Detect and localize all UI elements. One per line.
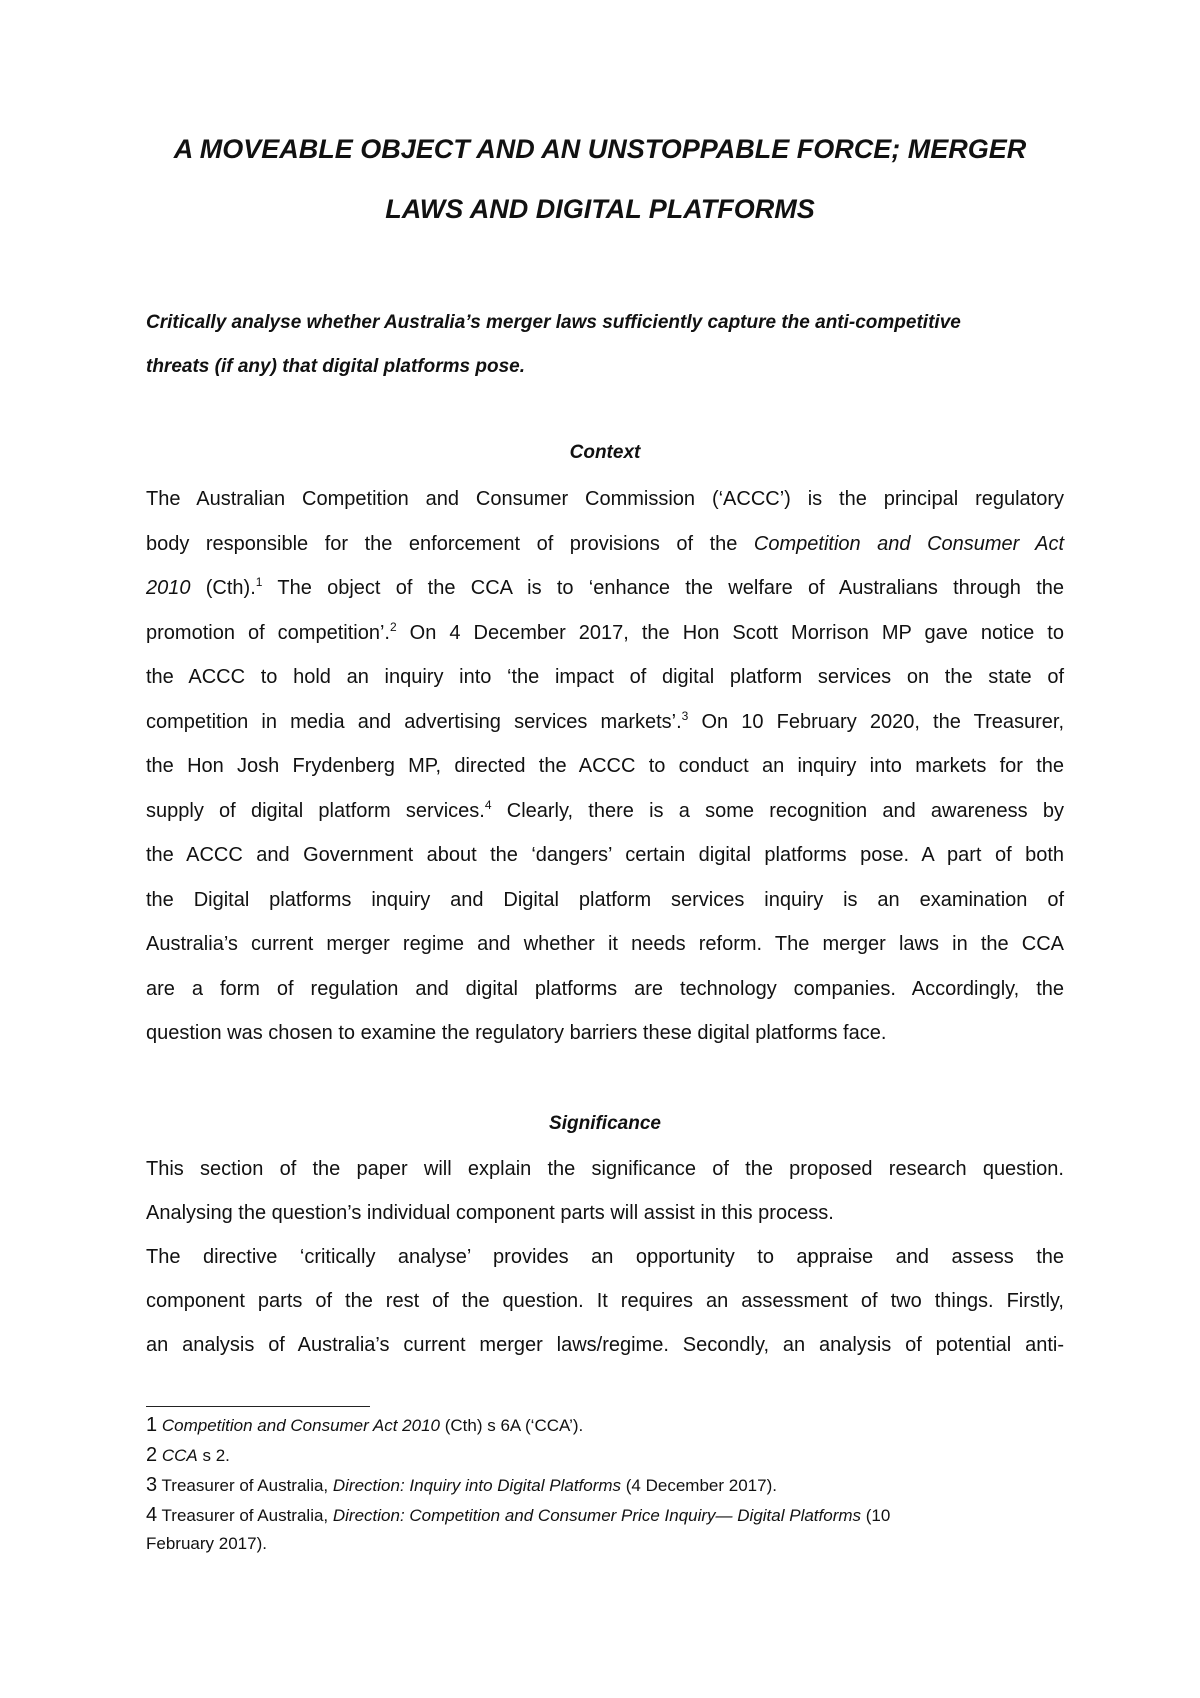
paragraph-line: supply of digital platform services.$^4$ Clearly, there is a some recognition and awareness by (146, 797, 1064, 822)
research-question (146, 312, 1064, 400)
footnote-separator (146, 1406, 370, 1407)
paragraph-line: The Australian Competition and Consumer Commission (‘ACCC’) is the principal regulatory (146, 488, 1064, 510)
act-title: Competition and Consumer Act (753, 532, 1065, 555)
footnote-number: 3 (146, 1474, 158, 1496)
footnote-4: 4 Treasurer of Australia, Direction: Competition and Consumer Price Inquiry— Digital Platforms (10 (146, 1504, 891, 1526)
paragraph-line: are a form of regulation and digital platforms are technology companies. Accordingly, the (146, 977, 1064, 1000)
footnote-number: 2 (146, 1444, 158, 1466)
significance-heading: Significance (549, 1113, 661, 1134)
footnote-ref-4[interactable]: 4 (484, 797, 492, 812)
footnote-2: 2 CCA s 2. (146, 1444, 230, 1466)
paragraph-line: body responsible for the enforcement of provisions of the Competition and Consumer Act (146, 532, 1065, 555)
paragraph-line: an analysis of Australia’s current merger laws/regime. Secondly, an analysis of potential anti- (146, 1334, 1064, 1356)
paragraph-line: Analysing the question’s individual component parts will assist in this process. (146, 1202, 834, 1224)
paragraph-line: the ACCC to hold an inquiry into ‘the impact of digital platform services on the state of (146, 666, 1064, 688)
question-line: Critically analyse whether Australia’s merger laws sufficiently capture the anti-competitive (146, 312, 961, 333)
context-heading: Context (569, 442, 641, 463)
footnote-number: 1 (146, 1414, 158, 1436)
context-paragraph (146, 488, 1064, 1067)
significance-paragraph (146, 1158, 1064, 1378)
paragraph-line: the Digital platforms inquiry and Digital platform services inquiry is an examination of (146, 888, 1064, 911)
paragraph-line: question was chosen to examine the regulatory barriers these digital platforms face. (146, 1022, 887, 1044)
paragraph-line: promotion of competition’.$^2$ On 4 December 2017, the Hon Scott Morrison MP gave notice to (146, 619, 1064, 644)
paragraph-line: the ACCC and Government about the ‘dangers’ certain digital platforms pose. A part of both (146, 844, 1064, 866)
paragraph-line: 2010 (Cth).$^1$ The object of the CCA is to ‘enhance the welfare of Australians through the (146, 575, 1064, 599)
title-line: LAWS AND DIGITAL PLATFORMS (385, 194, 815, 224)
act-year: 2010 (146, 577, 191, 599)
title-line: A MOVEABLE OBJECT AND AN UNSTOPPABLE FORCE; MERGER (173, 134, 1027, 164)
footnote-1: 1 Competition and Consumer Act 2010 (Cth) s 6A (‘CCA’). (146, 1414, 584, 1436)
footnote-number: 4 (146, 1504, 158, 1526)
footnote-4-continued: February 2017). (146, 1534, 267, 1553)
footnote-3: 3 Treasurer of Australia, Direction: Inquiry into Digital Platforms (4 December 2017). (146, 1474, 777, 1496)
question-line: threats (if any) that digital platforms pose. (146, 356, 525, 377)
paragraph-line: the Hon Josh Frydenberg MP, directed the ACCC to conduct an inquiry into markets for the (146, 755, 1064, 777)
footnote-ref-2[interactable]: 2 (389, 619, 397, 634)
paragraph-line: The directive ‘critically analyse’ provides an opportunity to appraise and assess the (146, 1246, 1064, 1268)
paragraph-line: This section of the paper will explain the significance of the proposed research question. (146, 1158, 1064, 1180)
footnote-ref-1[interactable]: 1 (255, 575, 263, 589)
footnote-ref-3[interactable]: 3 (681, 708, 689, 723)
paragraph-line: competition in media and advertising services markets’.$^3$ On 10 February 2020, the Treasurer, (146, 708, 1064, 733)
paragraph-line: component parts of the rest of the question. It requires an assessment of two things. Firstly, (146, 1290, 1064, 1312)
paragraph-line: Australia’s current merger regime and whether it needs reform. The merger laws in the CCA (146, 933, 1064, 955)
document-title (146, 136, 1054, 256)
footnotes (146, 1414, 1064, 1564)
